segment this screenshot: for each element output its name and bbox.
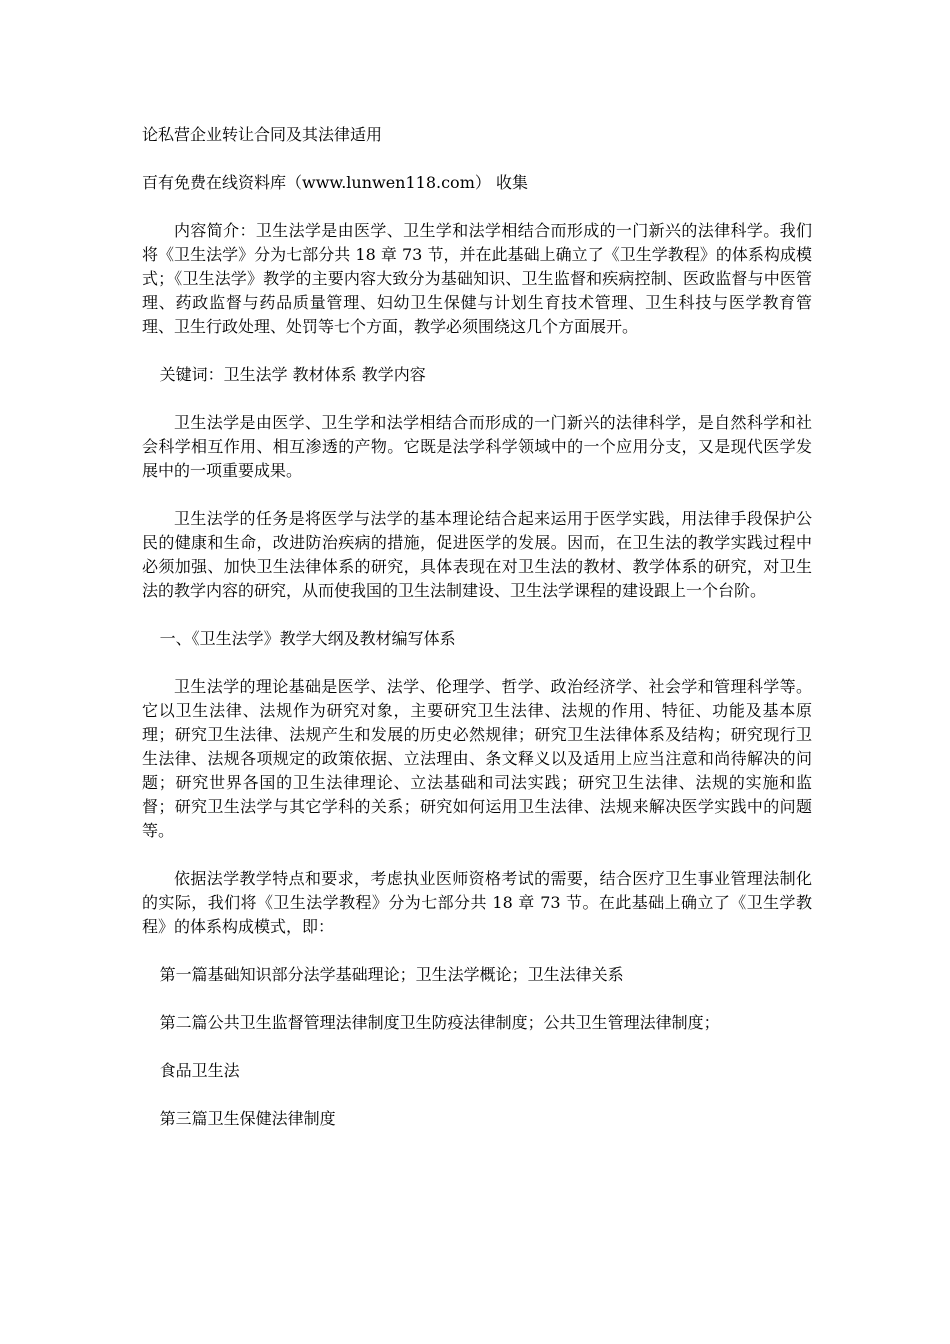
part-1-line: 第一篇基础知识部分法学基础理论；卫生法学概论；卫生法律关系 [159,965,624,984]
body-paragraph-4: 依据法学教学特点和要求，考虑执业医师资格考试的需要，结合医疗卫生事业管理法制化的实际，我们将《卫生法学教程》分为七部分共 18 章 73 节。在此基础上确立了《卫生学教程》的体系构成模式，即： [142,869,812,936]
part-3-line: 第三篇卫生保健法律制度 [159,1109,336,1128]
body-paragraph-1: 卫生法学是由医学、卫生学和法学相结合而形成的一门新兴的法律科学，是自然科学和社会科学相互作用、相互渗透的产物。它既是法学科学领域中的一个应用分支，又是现代医学发展中的一项重要成果。 [142,413,812,480]
document-body [142,123,812,1155]
keywords-line: 关键词：卫生法学 教材体系 教学内容 [159,365,426,384]
section-heading-1: 一、《卫生法学》教学大纲及教材编写体系 [159,629,456,648]
source-line: 百有免费在线资料库（www.lunwen118.com） 收集 [142,173,528,192]
body-paragraph-3: 卫生法学的理论基础是医学、法学、伦理学、哲学、政治经济学、社会学和管理科学等。它以卫生法律、法规作为研究对象，主要研究卫生法律、法规的作用、特征、功能及基本原理；研究卫生法律、法规产生和发展的历史必然规律；研究卫生法律体系及结构；研究现行卫生法律、法规各项规定的政策依据、立法理由、条文释义以及适用上应当注意和尚待解决的问题；研究世界各国的卫生法律理论、立法基础和司法实践；研究卫生法律、法规的实施和监督；研究卫生法学与其它学科的关系；研究如何运用卫生法律、法规来解决医学实践中的问题等。 [142,677,812,840]
part-2-line: 第二篇公共卫生监督管理法律制度卫生防疫法律制度；公共卫生管理法律制度； [159,1013,720,1032]
part-2-continued-line: 食品卫生法 [159,1061,240,1080]
body-paragraph-2: 卫生法学的任务是将医学与法学的基本理论结合起来运用于医学实践，用法律手段保护公民的健康和生命，改进防治疾病的措施，促进医学的发展。因而，在卫生法的教学实践过程中必须加强、加快卫生法律体系的研究，具体表现在对卫生法的教材、教学体系的研究，对卫生法的教学内容的研究，从而使我国的卫生法制建设、卫生法学课程的建设跟上一个台阶。 [142,509,812,600]
document-title: 论私营企业转让合同及其法律适用 [142,125,383,144]
abstract-paragraph: 内容简介：卫生法学是由医学、卫生学和法学相结合而形成的一门新兴的法律科学。我们将《卫生法学》分为七部分共 18 章 73 节，并在此基础上确立了《卫生学教程》的体系构成模式；《卫生法学》教学的主要内容大致分为基础知识、卫生监督和疾病控制、医政监督与中医管理、药政监督与药品质量管理、妇幼卫生保健与计划生育技术管理、卫生科技与医学教育管理、卫生行政处理、处罚等七个方面，教学必须围绕这几个方面展开。 [142,221,812,336]
